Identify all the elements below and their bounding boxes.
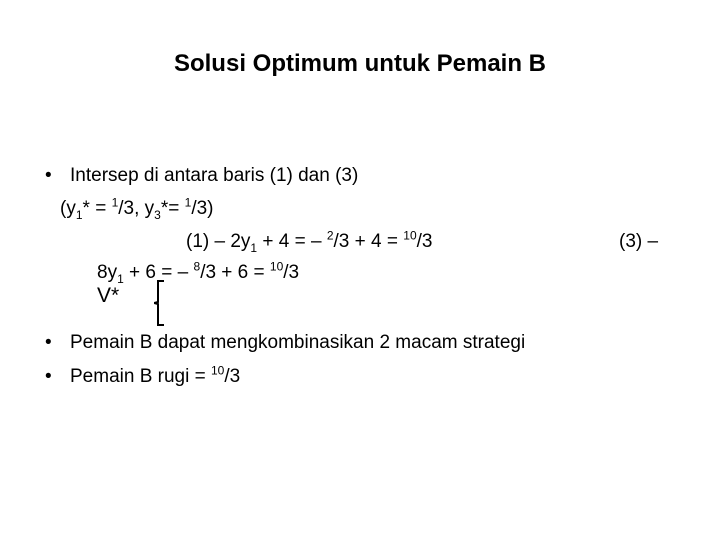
bullet-intersect: Intersep di antara baris (1) dan (3): [70, 165, 359, 186]
bullet-marker: •: [45, 332, 52, 353]
bullet-marker: •: [45, 366, 52, 387]
v-star-label: V*: [97, 284, 120, 307]
equation-line-1: $(1) - 2y_1 + 4$ = – $^2$/3 + 4 = $^{10}$/3: [186, 228, 433, 255]
slide-title: Solusi Optimum untuk Pemain B: [173, 50, 547, 77]
bullet-strategy: Pemain B dapat mengkombinasikan 2 macam strategi: [70, 332, 526, 353]
equation-3-label: (3) –: [619, 231, 659, 252]
bullet-marker: •: [45, 165, 52, 186]
left-brace-icon: [154, 280, 164, 326]
intersection-values: ($y_1* = ^1/3$, $y_3*= ^1/3$): [60, 195, 214, 222]
bullet-loss: Pemain B rugi = $^{10}$/3: [70, 363, 241, 387]
equation-line-3: $8y_1 + 6$ = – $^8$/3 + 6 = $^{10}$/3: [97, 259, 300, 286]
